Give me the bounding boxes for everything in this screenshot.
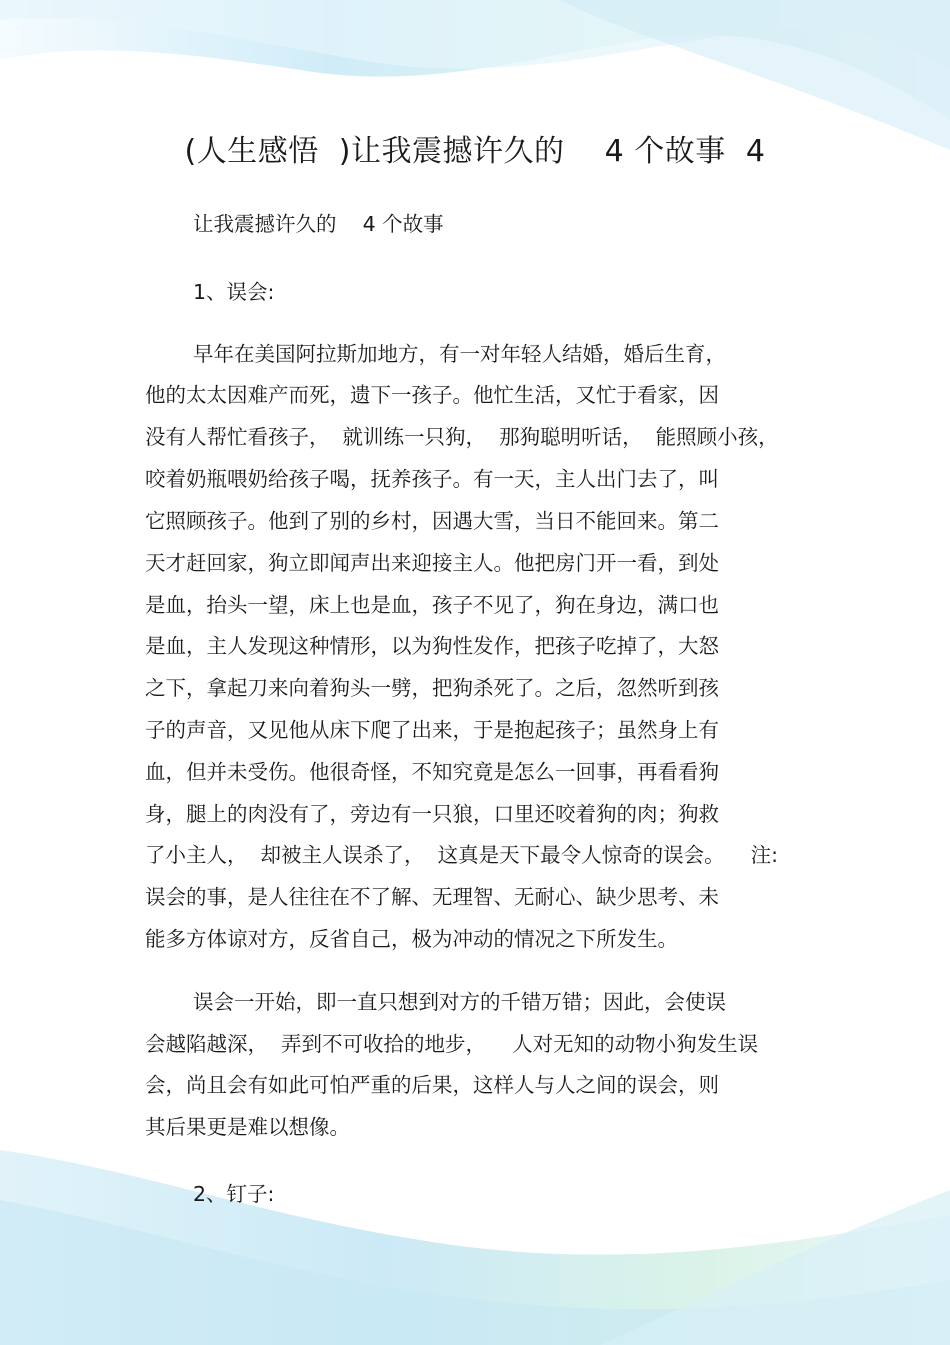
paragraph-line: 之下，拿起刀来向着狗头一劈，把狗杀死了。之后，忽然听到孩 <box>145 676 719 700</box>
paragraph-line: 子的声音，又见他从床下爬了出来，于是抱起孩子；虽然身上有 <box>145 718 719 742</box>
document-title: (人生感悟 )让我震撼许久的 4 个故事 4 <box>184 134 766 169</box>
paragraph-line: 身，腿上的肉没有了，旁边有一只狼，口里还咬着狗的肉；狗救 <box>145 802 719 826</box>
paragraph-line: 是血，主人发现这种情形，以为狗性发作，把孩子吃掉了，大怒 <box>145 634 719 658</box>
paragraph-line: 他的太太因难产而死，遗下一孩子。他忙生活，又忙于看家，因 <box>145 383 719 407</box>
paragraph-line: 血，但并未受伤。他很奇怪，不知究竟是怎么一回事，再看看狗 <box>145 760 719 784</box>
document-subtitle: 让我震撼许久的 4 个故事 <box>193 212 444 236</box>
paragraph-line: 了小主人， 却被主人误杀了， 这真是天下最令人惊奇的误会。 注: <box>145 843 779 867</box>
paragraph-line: 早年在美国阿拉斯加地方，有一对年轻人结婚，婚后生育， <box>193 342 726 366</box>
paragraph-line: 误会的事，是人往往在不了解、无理智、无耐心、缺少思考、未 <box>145 885 719 909</box>
paragraph-line: 没有人帮忙看孩子， 就训练一只狗， 那狗聪明听话， 能照顾小孩， <box>145 425 779 449</box>
paragraph-line: 是血，抬头一望，床上也是血，孩子不见了，狗在身边，满口也 <box>145 593 719 617</box>
paragraph-line: 天才赶回家，狗立即闻声出来迎接主人。他把房门开一看，到处 <box>145 551 719 575</box>
section-heading-1: 1、误会: <box>193 280 275 304</box>
paragraph-line: 能多方体谅对方，反省自己，极为冲动的情况之下所发生。 <box>145 927 678 951</box>
paragraph-line: 会越陷越深， 弄到不可收拾的地步， 人对无知的动物小狗发生误 <box>145 1032 759 1056</box>
paragraph-line: 咬着奶瓶喂奶给孩子喝，抚养孩子。有一天，主人出门去了，叫 <box>145 467 719 491</box>
paragraph-line: 会，尚且会有如此可怕严重的后果，这样人与人之间的误会，则 <box>145 1073 719 1097</box>
paragraph-line: 其后果更是难以想像。 <box>145 1115 350 1139</box>
paragraph-line: 误会一开始，即一直只想到对方的千错万错；因此，会使误 <box>193 990 726 1014</box>
section-heading-2: 2、钉子: <box>193 1182 275 1206</box>
paragraph-line: 它照顾孩子。他到了别的乡村，因遇大雪，当日不能回来。第二 <box>145 509 719 533</box>
